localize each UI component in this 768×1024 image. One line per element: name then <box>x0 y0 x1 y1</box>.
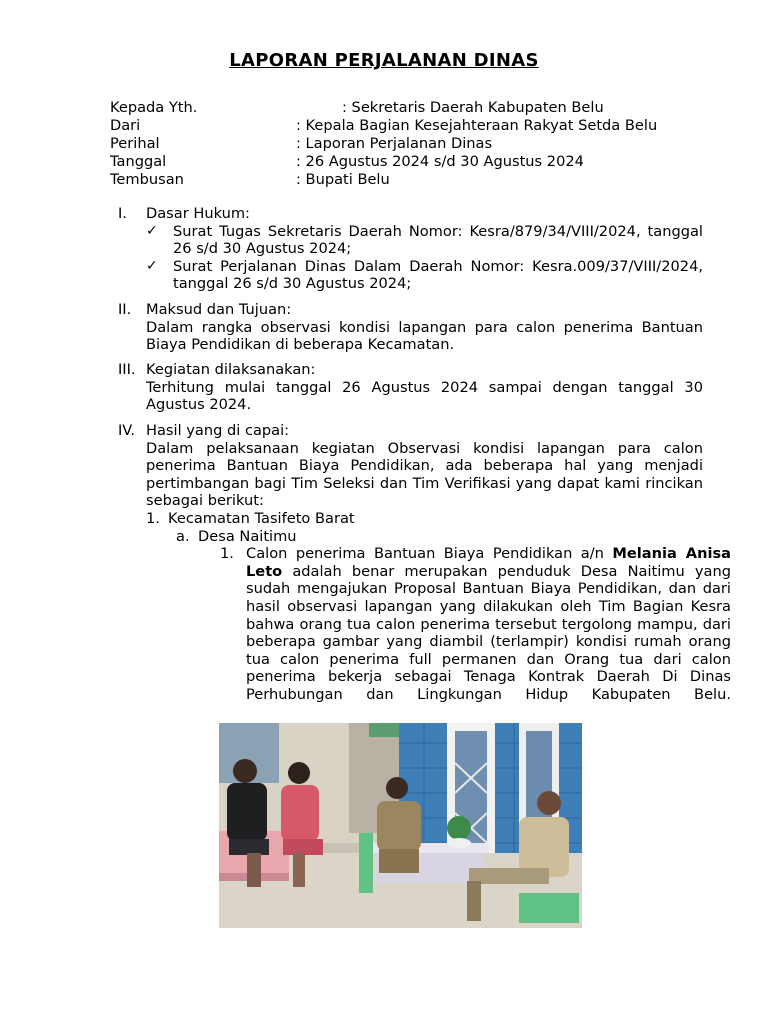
list-item-text: Surat Tugas Sekretaris Daerah Nomor: Kesra/879/34/VIII/2024, tanggal 26 s/d 30 Agustus 2024; <box>173 222 703 258</box>
header-tembusan-value: : Bupati Belu <box>296 171 390 188</box>
checkmark-icon: ✓ <box>146 257 158 274</box>
list-item <box>146 258 703 293</box>
section-text: Dalam rangka observasi kondisi lapangan para calon penerima Bantuan Biaya Pendidikan di beberapa Kecamatan. <box>146 318 703 354</box>
section-title: Dasar Hukum: <box>146 205 250 222</box>
entry-text-after: adalah benar merupakan penduduk Desa Naitimu yang sudah mengajukan Proposal Bantuan Biaya Pendidikan, dan dari hasil observasi lapangan yang dilakukan oleh Tim Bagian Kesra bahwa orang tua calon penerima tersebut tergolong mampu, dari beberapa gambar yang diambil (terlampir) kondisi rumah orang tua calon penerima full permanen dan Orang tua dari calon penerima bekerja sebagai Tenaga Kontrak Daerah Di Dinas Perhubungan dan Lingkungan Hidup Kabupaten Belu. <box>246 562 731 703</box>
header-perihal <box>110 135 710 153</box>
desa-letter: a. <box>176 527 190 545</box>
section-title: Maksud dan Tujuan: <box>146 301 292 318</box>
section-title: Hasil yang di capai: <box>146 422 290 439</box>
header-perihal-label: Perihal <box>110 135 160 152</box>
header-dari-value: : Kepala Bagian Kesejahteraan Rakyat Setda Belu <box>296 117 658 134</box>
report-title: LAPORAN PERJALANAN DINAS <box>229 50 539 71</box>
recipient-name: Melania Anisa Leto <box>246 545 732 580</box>
desa-name: Desa Naitimu <box>198 527 297 545</box>
header-tanggal-value: : 26 Agustus 2024 s/d 30 Agustus 2024 <box>296 153 584 170</box>
header-tanggal-label: Tanggal <box>110 153 167 170</box>
section-number: I. <box>118 205 127 222</box>
header-dari-label: Dari <box>110 117 141 134</box>
section-number: II. <box>118 301 132 318</box>
entry-number: 1. <box>220 545 234 563</box>
section-hasil <box>118 422 732 704</box>
checkmark-icon: ✓ <box>146 222 158 239</box>
kecamatan-item <box>146 509 732 704</box>
entry-text-before: Calon penerima Bantuan Biaya Pendidikan a/n <box>246 545 613 563</box>
list-item <box>146 223 703 258</box>
section-text: Dalam pelaksanaan kegiatan Observasi kondisi lapangan para calon penerima Bantuan Biaya Pendidikan, ada beberapa hal yang menjadi pertimbangan bagi Tim Seleksi dan Tim Verifikasi yang dapat kami rincikan sebagai berikut: <box>146 439 703 510</box>
field-observation-photo <box>219 723 582 928</box>
section-text: Terhitung mulai tanggal 26 Agustus 2024 sampai dengan tanggal 30 Agustus 2024. <box>146 378 703 414</box>
entry-item <box>220 545 731 703</box>
kecamatan-number: 1. <box>146 509 160 527</box>
header-perihal-value: : Laporan Perjalanan Dinas <box>296 135 493 152</box>
header-kepada-value: : Sekretaris Daerah Kabupaten Belu <box>342 99 604 116</box>
kecamatan-name: Kecamatan Tasifeto Barat <box>168 509 355 527</box>
header-tembusan <box>110 171 710 189</box>
header-tanggal <box>110 153 710 171</box>
section-kegiatan <box>118 361 708 414</box>
list-item-text: Surat Perjalanan Dinas Dalam Daerah Nomor: Kesra.009/37/VIII/2024, tanggal 26 s/d 30 Agustus 2024; <box>173 257 703 293</box>
section-number: III. <box>118 361 136 378</box>
section-title: Kegiatan dilaksanakan: <box>146 361 316 378</box>
desa-item <box>176 527 732 704</box>
section-number: IV. <box>118 422 136 439</box>
header-kepada-label: Kepada Yth. <box>110 99 198 116</box>
header-kepada <box>110 99 710 117</box>
section-maksud-tujuan <box>118 301 708 354</box>
header-tembusan-label: Tembusan <box>110 171 184 188</box>
section-dasar-hukum <box>118 205 708 293</box>
header-dari <box>110 117 710 135</box>
